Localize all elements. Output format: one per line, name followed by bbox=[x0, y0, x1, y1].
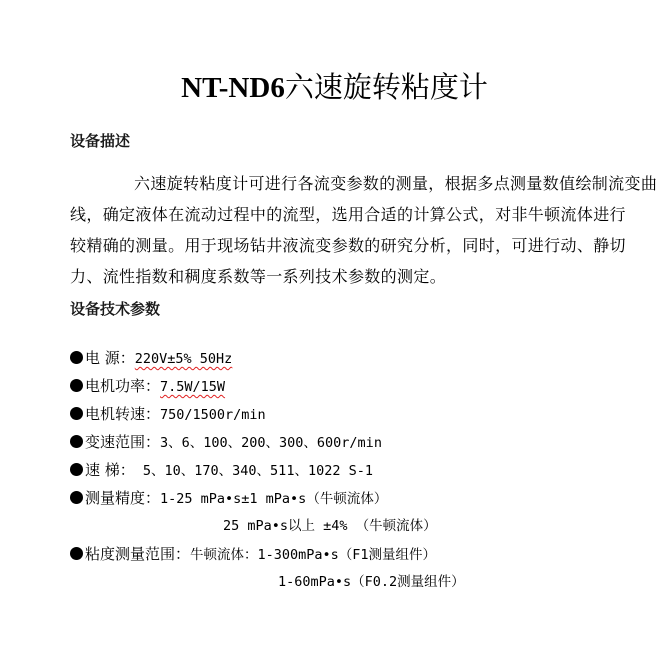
spec-value: 220V±5% 50Hz bbox=[134, 351, 233, 367]
description-paragraph bbox=[70, 168, 658, 292]
section-heading-specs: 设备技术参数 bbox=[70, 300, 161, 318]
spec-list bbox=[70, 344, 465, 596]
spec-motor-power bbox=[70, 372, 465, 400]
bullet-icon bbox=[70, 407, 83, 420]
spec-accuracy-continued bbox=[70, 512, 465, 540]
paragraph-line: 较精确的测量。用于现场钻井液流变参数的研究分析，同时，可进行动、静切 bbox=[70, 236, 626, 255]
bullet-icon bbox=[70, 379, 83, 392]
spec-label: 电 源： bbox=[85, 349, 135, 367]
spec-viscosity-range-continued bbox=[70, 568, 465, 596]
spec-motor-speed bbox=[70, 400, 465, 428]
spec-value: 5、10、170、340、511、1022 S-1 bbox=[134, 463, 373, 479]
spec-power-supply bbox=[70, 344, 465, 372]
spec-label: 变速范围： bbox=[85, 433, 161, 451]
spec-value: 1-60mPa•s（F0.2测量组件） bbox=[278, 574, 465, 590]
spec-value: 7.5W/15W bbox=[160, 379, 226, 395]
spec-speed-range bbox=[70, 428, 465, 456]
spec-label: 电机转速： bbox=[85, 405, 161, 423]
spec-label: 速 梯： bbox=[85, 461, 135, 479]
bullet-icon bbox=[70, 463, 83, 476]
paragraph-line: 六速旋转粘度计可进行各流变参数的测量，根据多点测量数值绘制流变曲 bbox=[134, 174, 658, 193]
title-model: NT-ND6 bbox=[181, 72, 285, 104]
bullet-icon bbox=[70, 435, 83, 448]
section-heading-description: 设备描述 bbox=[70, 132, 131, 150]
spec-value: 3、6、100、200、300、600r/min bbox=[160, 435, 382, 451]
title-product-name: 六速旋转粘度计 bbox=[284, 72, 488, 104]
spec-label: 粘度测量范围： bbox=[85, 545, 191, 563]
paragraph-line: 线，确定液体在流动过程中的流型，选用合适的计算公式，对非牛顿流体进行 bbox=[70, 205, 626, 224]
spec-value: 750/1500r/min bbox=[160, 407, 266, 423]
bullet-icon bbox=[70, 351, 83, 364]
spec-label: 测量精度： bbox=[85, 489, 161, 507]
bullet-icon bbox=[70, 547, 83, 560]
spec-viscosity-range bbox=[70, 540, 465, 568]
document-title bbox=[0, 68, 669, 108]
spec-value: 牛顿流体：1-300mPa•s（F1测量组件） bbox=[190, 547, 437, 563]
paragraph-line: 力、流性指数和稠度系数等一系列技术参数的测定。 bbox=[70, 267, 447, 286]
bullet-icon bbox=[70, 491, 83, 504]
spec-value: 1-25 mPa•s±1 mPa•s（牛顿流体） bbox=[160, 491, 388, 507]
spec-label: 电机功率： bbox=[85, 377, 161, 395]
spec-accuracy bbox=[70, 484, 465, 512]
spec-shear-rate bbox=[70, 456, 465, 484]
spec-value: 25 mPa•s以上 ±4% （牛顿流体） bbox=[223, 518, 437, 534]
